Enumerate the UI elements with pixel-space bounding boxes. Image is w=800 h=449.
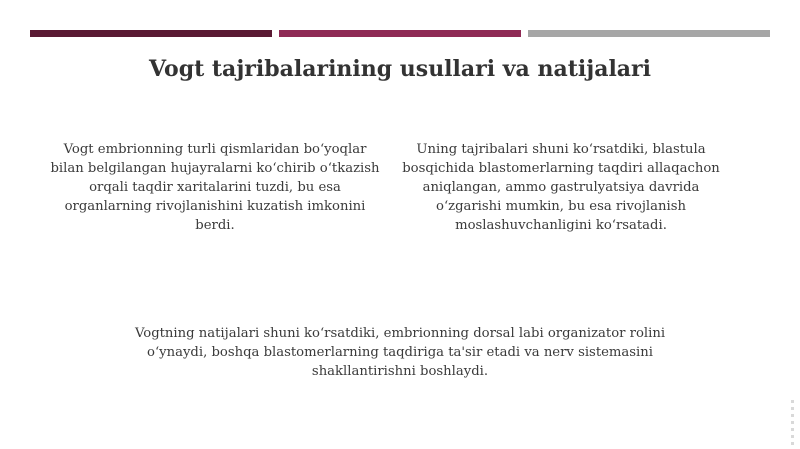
paragraph-left: Vogt embrionning turli qismlaridan bo‘yoqlar bilan belgilangan hujayralarni ko‘chirib o‘tkazish orqali taqdir xaritalarini tuzdi, bu esa organlarning rivojlanishini kuzatish imkonini berdi. — [50, 142, 380, 233]
accent-bar-3 — [528, 30, 770, 37]
slide-title: Vogt tajribalarining usullari va natijalari — [148, 56, 652, 82]
corner-dots-decoration — [780, 400, 794, 445]
paragraph-bottom: Vogtning natijalari shuni ko‘rsatdiki, embrionning dorsal labi organizator rolini o‘ynaydi, boshqa blastomerlarning taqdiriga ta'sir etadi va nerv sistemasini shakllantirishni boshlaydi. — [134, 326, 666, 379]
accent-bar-2 — [279, 30, 521, 37]
accent-bar-1 — [30, 30, 272, 37]
paragraph-right: Uning tajribalari shuni ko‘rsatdiki, blastula bosqichida blastomerlarning taqdiri allaqachon aniqlangan, ammo gastrulyatsiya davrida o‘zgarishi mumkin, bu esa rivojlanish moslashuvchanligini ko‘rsatadi. — [402, 142, 720, 233]
